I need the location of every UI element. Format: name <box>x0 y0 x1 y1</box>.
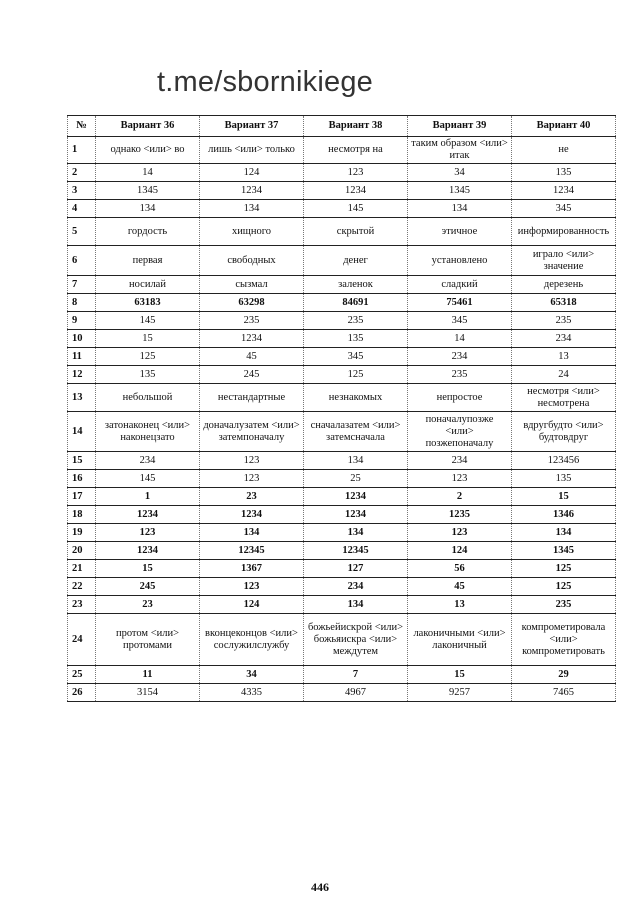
answer-cell: 125 <box>96 348 200 366</box>
answer-cell: 7 <box>304 666 408 684</box>
answer-cell: 65318 <box>512 294 616 312</box>
task-number: 16 <box>68 470 96 488</box>
answer-cell: 345 <box>304 348 408 366</box>
answer-cell: 56 <box>408 560 512 578</box>
table-row <box>68 312 616 330</box>
answer-cell: затонаконец <или> наконецзато <box>96 412 200 452</box>
answer-cell: 2 <box>408 488 512 506</box>
answer-cell: 63298 <box>200 294 304 312</box>
answer-table <box>67 115 616 702</box>
header-variant-39: Вариант 39 <box>408 116 512 137</box>
task-number: 17 <box>68 488 96 506</box>
table-row <box>68 218 616 246</box>
answer-cell: 234 <box>408 348 512 366</box>
answer-cell: 135 <box>512 470 616 488</box>
table-row <box>68 276 616 294</box>
table-row <box>68 488 616 506</box>
table-row <box>68 246 616 276</box>
answer-cell: 235 <box>200 312 304 330</box>
answer-cell: 134 <box>304 596 408 614</box>
answer-cell: свободных <box>200 246 304 276</box>
answer-cell: 134 <box>304 452 408 470</box>
table-row <box>68 614 616 666</box>
answer-cell: сызмал <box>200 276 304 294</box>
task-number: 12 <box>68 366 96 384</box>
answer-cell: 124 <box>200 164 304 182</box>
answer-cell: лишь <или> только <box>200 137 304 164</box>
answer-cell: сначалазатем <или> затемсначала <box>304 412 408 452</box>
answer-cell: 13 <box>512 348 616 366</box>
answer-cell: 1234 <box>304 488 408 506</box>
answer-cell: 134 <box>96 200 200 218</box>
answer-cell: 25 <box>304 470 408 488</box>
task-number: 6 <box>68 246 96 276</box>
answer-cell: божьейискрой <или> божьяискра <или> междутем <box>304 614 408 666</box>
answer-cell: 123 <box>408 524 512 542</box>
task-number: 18 <box>68 506 96 524</box>
page-number: 446 <box>311 880 329 894</box>
answer-cell: поначалупозже <или> позжепоначалу <box>408 412 512 452</box>
answer-cell: 123 <box>200 452 304 470</box>
answer-cell: 235 <box>408 366 512 384</box>
task-number: 10 <box>68 330 96 348</box>
answer-cell: 1346 <box>512 506 616 524</box>
answer-cell: несмотря на <box>304 137 408 164</box>
table-row <box>68 524 616 542</box>
answer-cell: 135 <box>304 330 408 348</box>
answer-cell: 123 <box>200 578 304 596</box>
answer-cell: хищного <box>200 218 304 246</box>
answer-cell: 15 <box>408 666 512 684</box>
answer-cell: играло <или> значение <box>512 246 616 276</box>
header-variant-38: Вариант 38 <box>304 116 408 137</box>
table-row <box>68 666 616 684</box>
answer-cell: 9257 <box>408 684 512 702</box>
answer-cell: 84691 <box>304 294 408 312</box>
table-row <box>68 506 616 524</box>
task-number: 25 <box>68 666 96 684</box>
answer-cell: 134 <box>512 524 616 542</box>
answer-cell: 245 <box>96 578 200 596</box>
answer-cell: 234 <box>512 330 616 348</box>
task-number: 26 <box>68 684 96 702</box>
answer-cell: 125 <box>304 366 408 384</box>
answer-cell: 12345 <box>200 542 304 560</box>
task-number: 1 <box>68 137 96 164</box>
answer-cell: 235 <box>512 312 616 330</box>
answer-cell: 234 <box>96 452 200 470</box>
table-row <box>68 137 616 164</box>
answer-cell: носилай <box>96 276 200 294</box>
answer-cell: 29 <box>512 666 616 684</box>
answer-cell: 123 <box>96 524 200 542</box>
task-number: 11 <box>68 348 96 366</box>
answer-cell: этичное <box>408 218 512 246</box>
task-number: 2 <box>68 164 96 182</box>
answer-cell: 7465 <box>512 684 616 702</box>
task-number: 4 <box>68 200 96 218</box>
answer-cell: 135 <box>96 366 200 384</box>
task-number: 22 <box>68 578 96 596</box>
header-number: № <box>68 116 96 137</box>
answer-cell: сладкий <box>408 276 512 294</box>
table-row <box>68 384 616 412</box>
answer-cell: 134 <box>304 524 408 542</box>
answer-cell: 1345 <box>96 182 200 200</box>
task-number: 23 <box>68 596 96 614</box>
task-number: 13 <box>68 384 96 412</box>
answer-cell: 23 <box>200 488 304 506</box>
table-row <box>68 578 616 596</box>
answer-cell: 1 <box>96 488 200 506</box>
answer-cell: вдругбудто <или> будтовдруг <box>512 412 616 452</box>
answer-cell: несмотря <или> несмотрена <box>512 384 616 412</box>
answer-cell: 235 <box>512 596 616 614</box>
answer-cell: компрометировала <или> компрометировать <box>512 614 616 666</box>
answer-cell: 23 <box>96 596 200 614</box>
answer-cell: однако <или> во <box>96 137 200 164</box>
answer-cell: 15 <box>96 330 200 348</box>
header-variant-37: Вариант 37 <box>200 116 304 137</box>
answer-table-body <box>68 137 616 702</box>
table-row <box>68 330 616 348</box>
table-row <box>68 294 616 312</box>
answer-cell: 1234 <box>200 330 304 348</box>
answer-cell: 12345 <box>304 542 408 560</box>
answer-cell: установлено <box>408 246 512 276</box>
answer-cell: 345 <box>408 312 512 330</box>
task-number: 7 <box>68 276 96 294</box>
answer-cell: 134 <box>200 200 304 218</box>
task-number: 21 <box>68 560 96 578</box>
table-row <box>68 366 616 384</box>
answer-cell: гордость <box>96 218 200 246</box>
table-row <box>68 684 616 702</box>
answer-cell: 1234 <box>200 506 304 524</box>
table-row <box>68 182 616 200</box>
answer-cell: 1234 <box>96 506 200 524</box>
answer-cell: информированность <box>512 218 616 246</box>
table-row <box>68 596 616 614</box>
answer-cell: нестандартные <box>200 384 304 412</box>
answer-cell: 45 <box>408 578 512 596</box>
answer-cell: 1234 <box>200 182 304 200</box>
answer-cell: первая <box>96 246 200 276</box>
answer-cell: 134 <box>408 200 512 218</box>
answer-cell: 235 <box>304 312 408 330</box>
answer-cell: 234 <box>304 578 408 596</box>
answer-cell: 1367 <box>200 560 304 578</box>
answer-cell: 123 <box>304 164 408 182</box>
task-number: 3 <box>68 182 96 200</box>
answer-cell: 234 <box>408 452 512 470</box>
task-number: 19 <box>68 524 96 542</box>
answer-cell: не <box>512 137 616 164</box>
answer-cell: 135 <box>512 164 616 182</box>
answer-cell: 45 <box>200 348 304 366</box>
table-row <box>68 452 616 470</box>
table-header-row <box>68 116 616 137</box>
answer-cell: скрытой <box>304 218 408 246</box>
answer-cell: 1235 <box>408 506 512 524</box>
answer-cell: 15 <box>512 488 616 506</box>
answer-cell: 123 <box>408 470 512 488</box>
answer-cell: 1234 <box>304 506 408 524</box>
table-row <box>68 200 616 218</box>
answer-cell: 24 <box>512 366 616 384</box>
answer-cell: 4967 <box>304 684 408 702</box>
task-number: 14 <box>68 412 96 452</box>
answer-cell: 145 <box>304 200 408 218</box>
answer-cell: вконцеконцов <или> сослужилслужбу <box>200 614 304 666</box>
answer-cell: 14 <box>96 164 200 182</box>
answer-cell: 124 <box>200 596 304 614</box>
answer-cell: 145 <box>96 470 200 488</box>
table-row <box>68 470 616 488</box>
answer-cell: 15 <box>96 560 200 578</box>
answer-cell: 1234 <box>304 182 408 200</box>
answer-cell: 1234 <box>96 542 200 560</box>
table-row <box>68 560 616 578</box>
table-row <box>68 542 616 560</box>
answer-cell: 11 <box>96 666 200 684</box>
header-variant-40: Вариант 40 <box>512 116 616 137</box>
answer-cell: небольшой <box>96 384 200 412</box>
answer-cell: 34 <box>200 666 304 684</box>
answer-cell: таким образом <или> итак <box>408 137 512 164</box>
answer-cell: заленок <box>304 276 408 294</box>
answer-cell: непростое <box>408 384 512 412</box>
answer-cell: 1345 <box>408 182 512 200</box>
answer-cell: 3154 <box>96 684 200 702</box>
header-variant-36: Вариант 36 <box>96 116 200 137</box>
table-row <box>68 164 616 182</box>
answer-cell: 124 <box>408 542 512 560</box>
answer-cell: 75461 <box>408 294 512 312</box>
task-number: 8 <box>68 294 96 312</box>
answer-cell: протом <или> протомами <box>96 614 200 666</box>
answer-cell: 245 <box>200 366 304 384</box>
task-number: 24 <box>68 614 96 666</box>
answer-cell: 34 <box>408 164 512 182</box>
answer-cell: 127 <box>304 560 408 578</box>
task-number: 5 <box>68 218 96 246</box>
table-row <box>68 348 616 366</box>
answer-cell: лаконичными <или> лаконичный <box>408 614 512 666</box>
answer-cell: доначалузатем <или> затемпоначалу <box>200 412 304 452</box>
task-number: 9 <box>68 312 96 330</box>
answer-cell: дерезень <box>512 276 616 294</box>
answer-cell: 123 <box>200 470 304 488</box>
answer-cell: 125 <box>512 560 616 578</box>
answer-cell: 1345 <box>512 542 616 560</box>
answer-cell: 145 <box>96 312 200 330</box>
answer-cell: денег <box>304 246 408 276</box>
task-number: 15 <box>68 452 96 470</box>
task-number: 20 <box>68 542 96 560</box>
table-row <box>68 412 616 452</box>
answer-cell: 123456 <box>512 452 616 470</box>
answer-cell: 125 <box>512 578 616 596</box>
answer-cell: 1234 <box>512 182 616 200</box>
answer-cell: 14 <box>408 330 512 348</box>
answer-cell: незнакомых <box>304 384 408 412</box>
answer-cell: 63183 <box>96 294 200 312</box>
watermark: t.me/sbornikiege <box>157 66 373 98</box>
answer-cell: 345 <box>512 200 616 218</box>
answer-cell: 13 <box>408 596 512 614</box>
answer-cell: 134 <box>200 524 304 542</box>
answer-cell: 4335 <box>200 684 304 702</box>
